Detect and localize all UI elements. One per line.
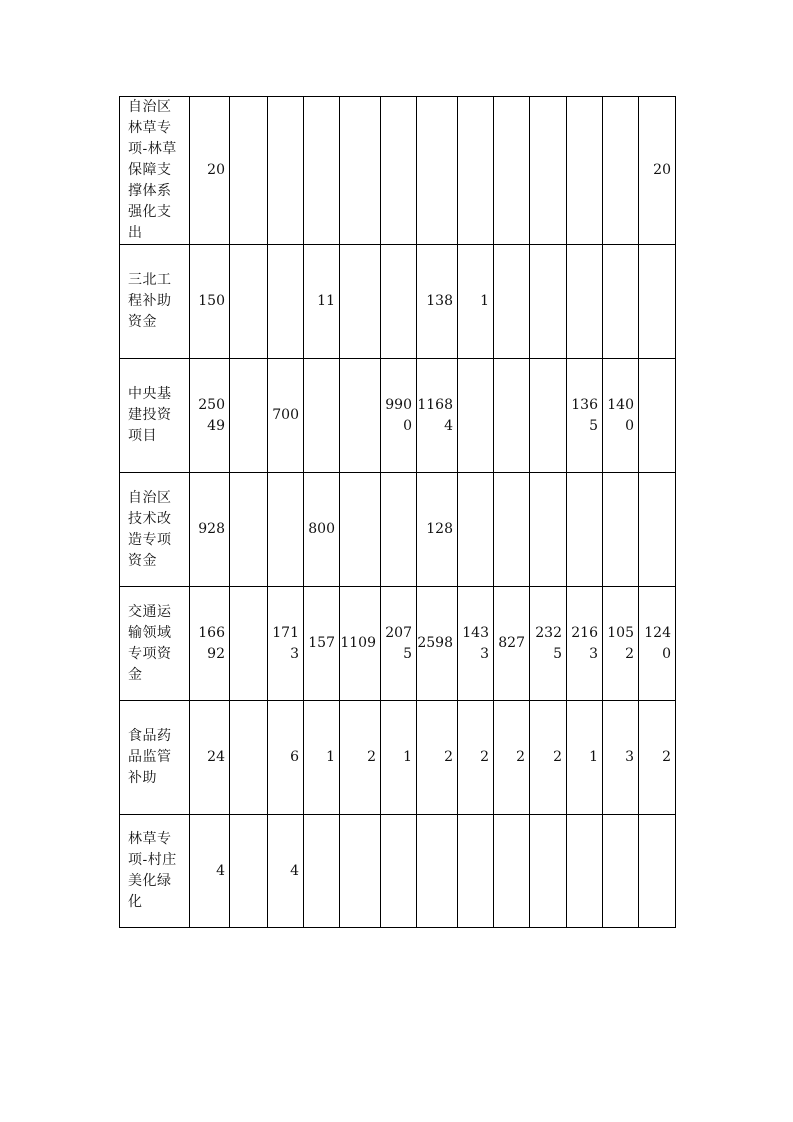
table-cell (190, 245, 230, 359)
table-cell (190, 473, 230, 587)
table-cell (340, 245, 381, 359)
cell-value: 827 (498, 635, 525, 651)
table-cell (381, 245, 417, 359)
cell-value: 2075 (385, 624, 412, 662)
table-cell (530, 473, 567, 587)
table-cell (417, 473, 458, 587)
row-label-cell (120, 815, 190, 928)
cell-value: 2 (367, 749, 376, 765)
cell-value: 1713 (272, 624, 299, 662)
table-cell (381, 701, 417, 815)
table-cell (230, 701, 268, 815)
table-cell (417, 587, 458, 701)
table-cell (567, 701, 603, 815)
table-cell (417, 359, 458, 473)
table-cell (494, 587, 530, 701)
table-cell (230, 359, 268, 473)
table-cell (494, 473, 530, 587)
table-cell (340, 815, 381, 928)
table-cell (458, 701, 494, 815)
cell-value: 1400 (607, 396, 634, 434)
row-label-cell (120, 359, 190, 473)
table-cell (530, 97, 567, 245)
table-row (120, 473, 676, 587)
row-label-cell (120, 701, 190, 815)
cell-value: 1433 (462, 624, 489, 662)
table-cell (458, 473, 494, 587)
cell-value: 1109 (340, 635, 376, 651)
cell-value: 6 (290, 749, 299, 765)
table-cell (340, 97, 381, 245)
table-cell (268, 359, 304, 473)
table-cell (603, 701, 639, 815)
table-cell (567, 815, 603, 928)
table-cell (530, 359, 567, 473)
table-cell (639, 359, 676, 473)
table-row (120, 701, 676, 815)
cell-value: 2 (480, 749, 489, 765)
cell-value: 157 (308, 635, 335, 651)
table-cell (530, 701, 567, 815)
table-cell (417, 245, 458, 359)
cell-value: 4 (216, 862, 225, 879)
table-cell (458, 815, 494, 928)
cell-value: 2 (516, 749, 525, 765)
table-cell (230, 473, 268, 587)
table-cell (603, 359, 639, 473)
cell-value: 1240 (644, 624, 671, 662)
cell-value: 150 (198, 293, 225, 309)
table-cell (639, 815, 676, 928)
cell-value: 16692 (198, 624, 225, 662)
row-label-cell (120, 97, 190, 245)
table-cell (381, 815, 417, 928)
row-label: 自治区技术改造专项资金 (128, 489, 172, 569)
table-cell (458, 97, 494, 245)
row-label: 交通运输领域专项资金 (128, 603, 172, 683)
cell-value: 20 (653, 162, 671, 178)
table-row (120, 359, 676, 473)
cell-value: 1 (326, 749, 335, 765)
table-cell (230, 587, 268, 701)
table-cell (567, 97, 603, 245)
table-cell (268, 815, 304, 928)
table-cell (304, 245, 340, 359)
table-cell (304, 587, 340, 701)
table-cell (304, 473, 340, 587)
table-cell (494, 245, 530, 359)
cell-value: 2325 (535, 624, 562, 662)
table-cell (230, 245, 268, 359)
cell-value: 700 (272, 407, 299, 423)
cell-value: 1365 (571, 396, 598, 434)
table-cell (304, 97, 340, 245)
cell-value: 11684 (417, 396, 453, 434)
table-cell (639, 473, 676, 587)
cell-value: 1052 (607, 624, 634, 662)
cell-value: 800 (308, 521, 335, 537)
table-cell (340, 473, 381, 587)
table-cell (567, 587, 603, 701)
table-cell (639, 245, 676, 359)
table-cell (268, 701, 304, 815)
cell-value: 1 (480, 293, 489, 309)
cell-value: 2 (662, 749, 671, 765)
table-cell (268, 473, 304, 587)
table-cell (603, 587, 639, 701)
cell-value: 24 (207, 749, 225, 765)
table-cell (603, 245, 639, 359)
table-cell (381, 473, 417, 587)
row-label: 中央基建投资项目 (128, 386, 172, 444)
table-cell (381, 359, 417, 473)
table-cell (381, 97, 417, 245)
table-cell (458, 359, 494, 473)
row-label: 食品药品监管补助 (128, 728, 172, 786)
row-label: 自治区林草专项-林草保障支撑体系强化支出 (128, 99, 177, 241)
table-cell (190, 359, 230, 473)
table-cell (603, 473, 639, 587)
table-cell (494, 359, 530, 473)
table-row (120, 97, 676, 245)
table-cell (530, 587, 567, 701)
table-cell (417, 815, 458, 928)
table-cell (304, 815, 340, 928)
table-cell (268, 97, 304, 245)
cell-value: 128 (426, 521, 453, 537)
table-cell (417, 701, 458, 815)
row-label-cell (120, 587, 190, 701)
table-cell (381, 587, 417, 701)
cell-value: 20 (207, 162, 225, 178)
table-cell (268, 587, 304, 701)
table-cell (530, 245, 567, 359)
cell-value: 138 (426, 293, 453, 309)
table-cell (230, 815, 268, 928)
table-cell (190, 701, 230, 815)
cell-value: 11 (317, 293, 335, 309)
cell-value: 2598 (417, 635, 453, 651)
table-cell (567, 245, 603, 359)
table-cell (603, 97, 639, 245)
table-cell (190, 587, 230, 701)
cell-value: 4 (290, 862, 299, 879)
table-cell (530, 815, 567, 928)
table-cell (494, 701, 530, 815)
table-cell (190, 815, 230, 928)
table-cell (458, 245, 494, 359)
cell-value: 2 (444, 749, 453, 765)
cell-value: 25049 (198, 396, 225, 434)
row-label: 三北工程补助资金 (128, 272, 172, 330)
table-body (120, 97, 676, 928)
table-cell (494, 815, 530, 928)
funding-table (119, 96, 676, 928)
row-label: 林草专项-村庄美化绿化 (128, 831, 177, 910)
table-cell (340, 701, 381, 815)
cell-value: 9900 (385, 396, 412, 434)
cell-value: 1 (403, 749, 412, 765)
table-cell (340, 359, 381, 473)
table-cell (304, 359, 340, 473)
table-cell (639, 701, 676, 815)
table-row (120, 587, 676, 701)
table-cell (230, 97, 268, 245)
table-cell (340, 587, 381, 701)
table-cell (567, 473, 603, 587)
table-cell (639, 97, 676, 245)
row-label-cell (120, 245, 190, 359)
table-cell (494, 97, 530, 245)
table-row (120, 245, 676, 359)
cell-value: 2163 (571, 624, 598, 662)
table-cell (603, 815, 639, 928)
table-cell (639, 587, 676, 701)
cell-value: 3 (625, 749, 634, 765)
cell-value: 2 (553, 749, 562, 765)
table-cell (458, 587, 494, 701)
cell-value: 1 (589, 749, 598, 765)
cell-value: 928 (198, 521, 225, 537)
table-cell (190, 97, 230, 245)
table-cell (417, 97, 458, 245)
table-cell (268, 245, 304, 359)
table-cell (304, 701, 340, 815)
table-cell (567, 359, 603, 473)
table-row (120, 815, 676, 928)
row-label-cell (120, 473, 190, 587)
